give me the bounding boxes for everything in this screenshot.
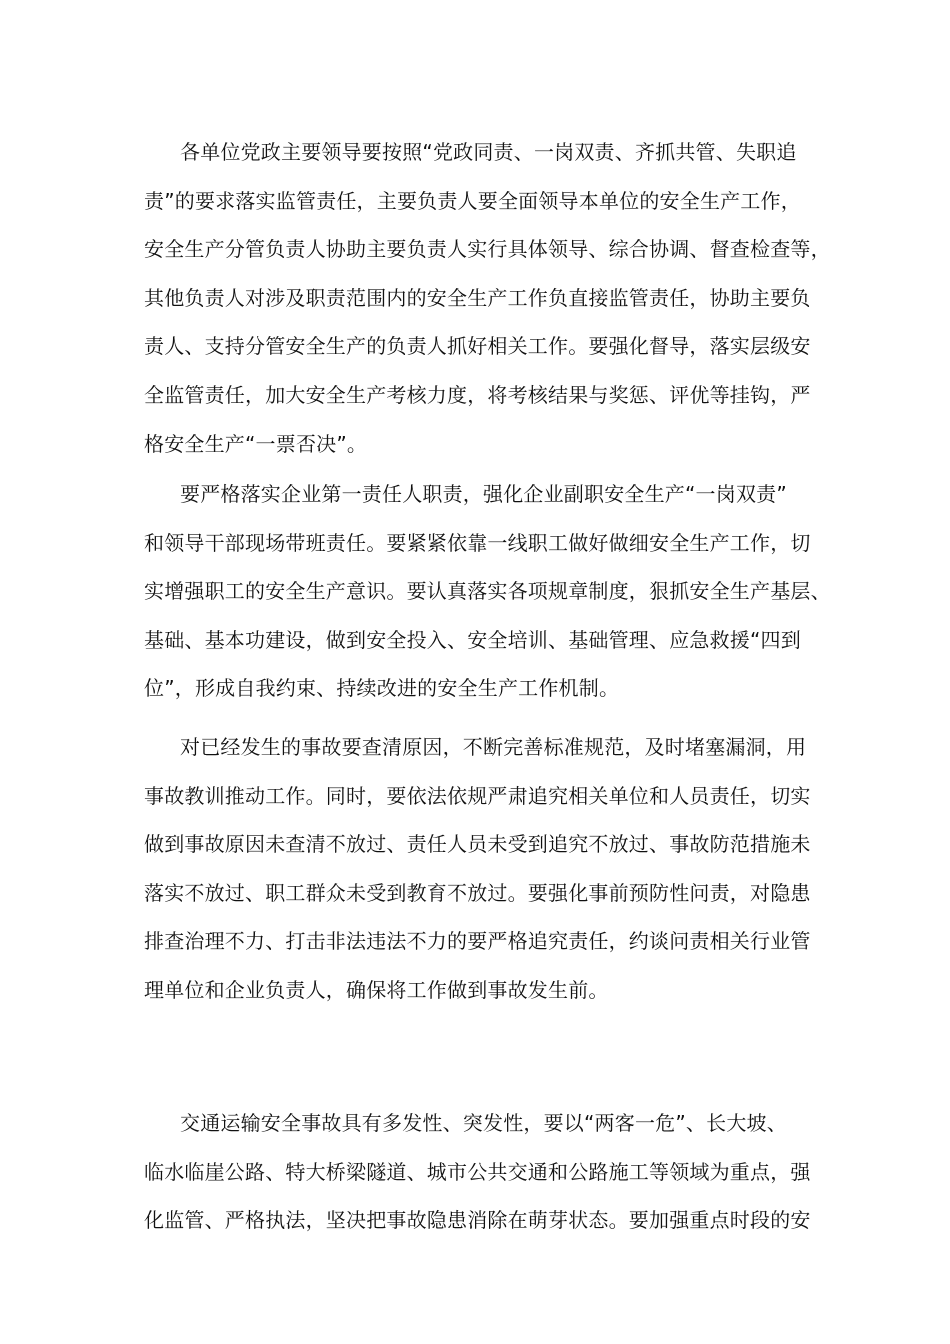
paragraph-line: 做到事故原因未查清不放过、责任人员未受到追究不放过、事故防范措施未 <box>144 832 811 857</box>
paragraph-line: 实增强职工的安全生产意识。要认真落实各项规章制度，狠抓安全生产基层、 <box>144 579 831 604</box>
paragraph-line: 各单位党政主要领导要按照“党政同责、一岗双责、齐抓共管、失职追 <box>180 140 797 164</box>
paragraph-line: 安全生产分管负责人协助主要负责人实行具体领导、综合协调、督查检查等， <box>144 237 831 262</box>
paragraph-line: 临水临崖公路、特大桥梁隧道、城市公共交通和公路施工等领域为重点，强 <box>144 1159 811 1184</box>
paragraph-line: 要严格落实企业第一责任人职责，强化企业副职安全生产“一岗双责” <box>180 482 787 506</box>
paragraph-line: 和领导干部现场带班责任。要紧紧依靠一线职工做好做细安全生产工作，切 <box>144 530 811 555</box>
paragraph-line: 全监管责任，加大安全生产考核力度，将考核结果与奖惩、评优等挂钩，严 <box>144 382 811 407</box>
paragraph-line: 基础、基本功建设，做到安全投入、安全培训、基础管理、应急救援“四到 <box>144 627 801 652</box>
paragraph-line: 落实不放过、职工群众未受到教育不放过。要强化事前预防性问责，对隐患 <box>144 880 811 905</box>
paragraph-line: 理单位和企业负责人，确保将工作做到事故发生前。 <box>144 977 609 1002</box>
paragraph-line: 格安全生产“一票否决”。 <box>144 431 368 456</box>
paragraph-line: 事故教训推动工作。同时，要依法依规严肃追究相关单位和人员责任，切实 <box>144 783 811 808</box>
paragraph-enterprise-responsibility <box>144 470 831 713</box>
paragraph-line: 责人、支持分管安全生产的负责人抓好相关工作。要强化督导，落实层级安 <box>144 334 811 359</box>
paragraph-line: 责”的要求落实监管责任，主要负责人要全面领导本单位的安全生产工作， <box>144 188 801 213</box>
paragraph-line: 化监管、严格执法，坚决把事故隐患消除在萌芽状态。要加强重点时段的安 <box>144 1208 811 1233</box>
paragraph-line: 排查治理不力、打击非法违法不力的要严格追究责任，约谈问责相关行业管 <box>144 929 811 954</box>
paragraph-line: 其他负责人对涉及职责范围内的安全生产工作负直接监管责任，协助主要负 <box>144 285 811 310</box>
paragraph-line: 对已经发生的事故要查清原因，不断完善标准规范，及时堵塞漏洞，用 <box>180 735 807 759</box>
paragraph-accident-accountability <box>144 723 824 1015</box>
paragraph-line: 交通运输安全事故具有多发性、突发性，要以“两客一危”、长大坡、 <box>180 1111 787 1135</box>
paragraph-transport-safety <box>144 1099 824 1245</box>
paragraph-party-leadership-responsibility <box>144 128 831 468</box>
paragraph-line: 位”，形成自我约束、持续改进的安全生产工作机制。 <box>144 676 620 701</box>
